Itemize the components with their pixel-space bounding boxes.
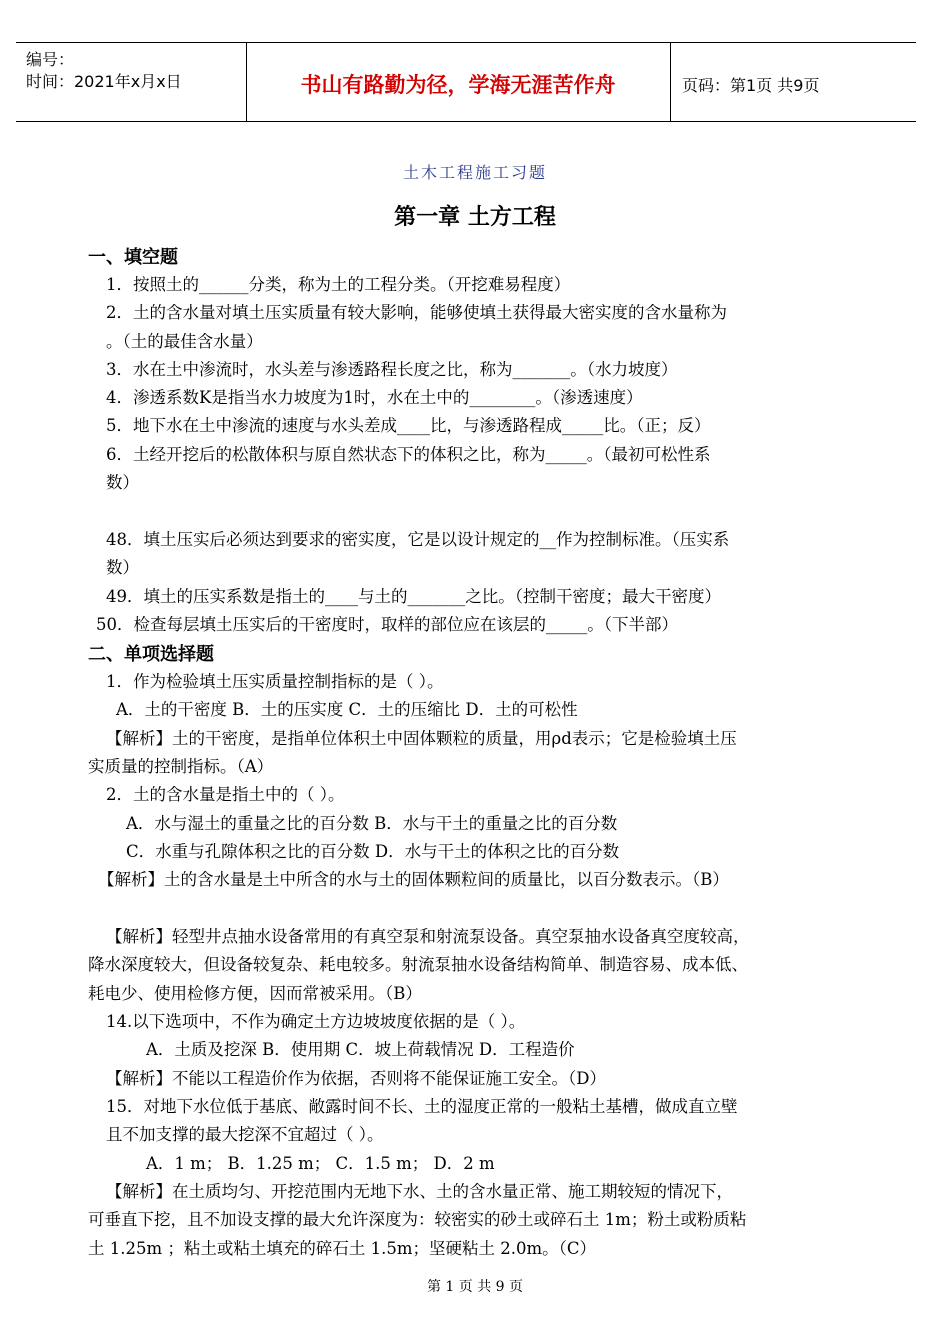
question-line: 。（土的最佳含水量）	[106, 332, 263, 351]
option-line: C．水重与孔隙体积之比的百分数 D．水与干土的体积之比的百分数	[126, 842, 620, 861]
question-line: 6．土经开挖后的松散体积与原自然状态下的体积之比，称为_____。（最初可松性系	[106, 445, 711, 464]
analysis-line: 耗电少、使用检修方便，因而常被采用。（B）	[88, 984, 422, 1003]
analysis-line: 实质量的控制指标。（A）	[88, 757, 274, 776]
analysis-line: 土 1.25m ；粘土或粘土填充的碎石土 1.5m；坚硬粘土 2.0m。（C）	[88, 1239, 597, 1258]
question-line: 2．土的含水量对填土压实质量有较大影响，能够使填土获得最大密实度的含水量称为	[106, 303, 727, 322]
analysis-line: 【解析】在土质均匀、开挖范围内无地下水、土的含水量正常、施工期较短的情况下，	[106, 1182, 733, 1201]
question-line: 3．水在土中渗流时，水头差与渗透路程长度之比，称为_______。（水力坡度）	[106, 360, 678, 379]
section-heading-single-choice: 二、单项选择题	[88, 644, 214, 665]
page-header	[16, 42, 916, 122]
question-line: 15．对地下水位低于基底、敞露时间不长、土的湿度正常的一般粘土基槽，做成直立壁	[106, 1097, 738, 1116]
analysis-line: 降水深度较大，但设备较复杂、耗电较多。射流泵抽水设备结构简单、制造容易、成本低、	[88, 955, 748, 974]
analysis-line: 【解析】轻型井点抽水设备常用的有真空泵和射流泵设备。真空泵抽水设备真空度较高，	[106, 927, 750, 946]
doc-subtitle: 土木工程施工习题	[402, 163, 547, 182]
option-line: A．土的干密度 B．土的压实度 C．土的压缩比 D．土的可松性	[116, 700, 578, 719]
analysis-line: 【解析】不能以工程造价作为依据，否则将不能保证施工安全。（D）	[106, 1069, 606, 1088]
question-line: 1．按照土的______分类，称为土的工程分类。（开挖难易程度）	[106, 275, 571, 294]
question-line: 4．渗透系数K是指当水力坡度为1时，水在土中的________。（渗透速度）	[106, 388, 643, 407]
header-motto-cell	[246, 43, 671, 121]
analysis-line: 【解析】土的含水量是土中所含的水与土的固体颗粒间的质量比，以百分数表示。（B）	[98, 870, 729, 889]
header-motto: 书山有路勤为径，学海无涯苦作舟	[300, 73, 616, 97]
doc-time-label: 时间：2021年x月x日	[26, 72, 182, 91]
chapter-title: 第一章 土方工程	[394, 205, 556, 230]
doc-number-label: 编号：	[26, 50, 75, 69]
option-line: A．水与湿土的重量之比的百分数 B．水与干土的重量之比的百分数	[126, 814, 618, 833]
analysis-line: 可垂直下挖，且不加设支撑的最大允许深度为：较密实的砂土或碎石土 1m；粉土或粉质粘	[88, 1210, 747, 1229]
header-left-cell	[16, 43, 247, 121]
question-line: 49．填土的压实系数是指土的____与土的_______之比。（控制干密度；最大干密度）	[106, 587, 721, 606]
header-page-cell	[670, 43, 916, 121]
question-line: 且不加支撑的最大挖深不宜超过（ ）。	[106, 1125, 384, 1144]
question-line: 数）	[106, 558, 139, 577]
option-line: A．1 m； B．1.25 m； C．1.5 m； D．2 m	[146, 1154, 495, 1173]
question-line: 48．填土压实后必须达到要求的密实度，它是以设计规定的__作为控制标准。（压实系	[106, 530, 730, 549]
question-line: 50．检查每层填土压实后的干密度时，取样的部位应在该层的_____。（下半部）	[96, 615, 678, 634]
question-line: 1．作为检验填土压实质量控制指标的是（ ）。	[106, 672, 444, 691]
question-line: 14.以下选项中，不作为确定土方边坡坡度依据的是（ ）。	[106, 1012, 526, 1031]
section-heading-fill-blank: 一、填空题	[88, 247, 178, 268]
question-line: 5．地下水在土中渗流的速度与水头差成____比，与渗透路程成_____比。（正；反）	[106, 416, 711, 435]
question-line: 数）	[106, 473, 139, 492]
question-line: 2．土的含水量是指土中的（ ）。	[106, 785, 345, 804]
header-page-info: 页码：第1页 共9页	[682, 76, 820, 95]
option-line: A．土质及挖深 B．使用期 C．坡上荷载情况 D．工程造价	[146, 1040, 575, 1059]
analysis-line: 【解析】土的干密度，是指单位体积土中固体颗粒的质量，用ρd表示；它是检验填土压	[106, 729, 737, 748]
page-footer: 第 1 页 共 9 页	[426, 1279, 524, 1295]
